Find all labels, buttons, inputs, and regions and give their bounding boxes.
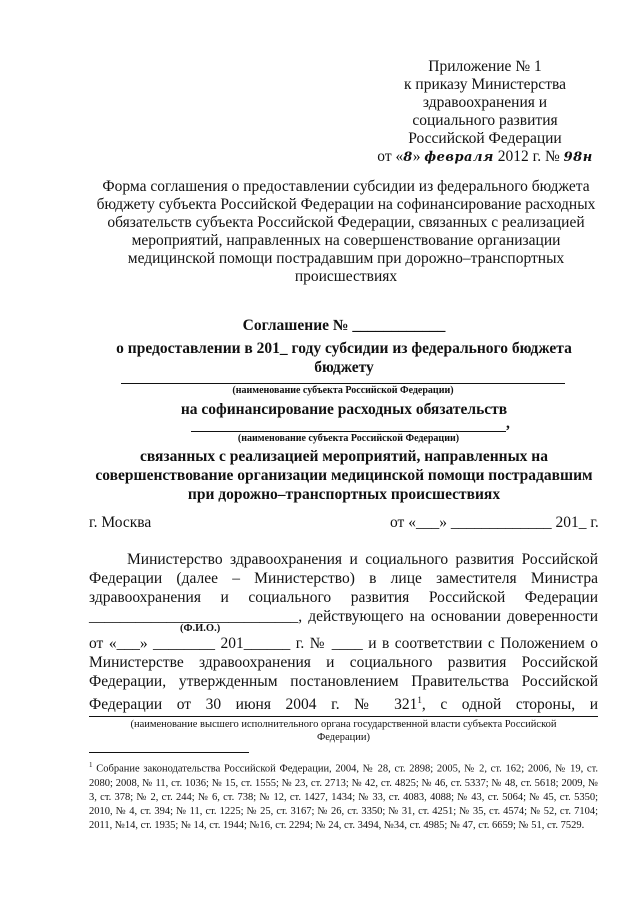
purpose-line: связанных с реализацией мероприятий, направленных на (140, 448, 548, 465)
form-title-line: происшествиях (294, 268, 398, 285)
form-title-line: бюджету субъекта Российской Федерации на софинансирование расходных (96, 196, 596, 213)
comma: , (506, 415, 510, 432)
appendix-line: Приложение № 1 (428, 58, 542, 75)
agreement-subtitle: о предоставлении в 201_ году субсидии из федерального бюджета (116, 340, 572, 357)
date-prefix: от « (377, 148, 404, 165)
agreement-subtitle: бюджету (314, 359, 374, 376)
footnote-text: Собрание законодательства Российской Федерации, 2004, № 28, ст. 2898; 2005, № 2, ст. 162; 2006, № 19, ст. 2080; 2008, № 11, ст. 1036; № 15, ст. 1555; № 23, ст. 2713; № 42, ст. 4825; № 46, ст. 5337; № 48, ст. 5618; 2009, № 3, ст. 378; № 2, ст. 244; № 6, ст. 738; № 12, ст. 1427, 1434; № 33, ст. 4083, 4088; № 43, ст. 5064; № 45, ст. 5350; 2010, № 4, ст. 394; № 11, ст. 1225; № 25, ст. 3167; № 26, ст. 3350; № 31, ст. 4251; № 35, ст. 4574; № 52, ст. 7104; 2011, №14, ст. 1935; № 14, ст. 1944; №16, ст. 2294; № 24, ст. 3494, №34, ст. 4985; № 47, ст. 6659; № 51, ст. 7529. (89, 763, 598, 831)
body-line: от «___» ________ 201______ г. № ____ и в соответствии с Положением о (89, 635, 598, 652)
footnote-ref: 1 (417, 695, 422, 705)
executive-body-line (89, 716, 598, 717)
subject-caption-2: (наименование субъекта Российской Федерации) (237, 433, 460, 444)
body-line: ___________________________, действующего на основании доверенности (89, 608, 598, 625)
form-title (86, 178, 606, 286)
form-title-line: обязательств субъекта Российской Федерации, связанных с реализацией (107, 214, 585, 231)
cofinancing-line: на софинансирование расходных обязательств (180, 401, 508, 418)
handwritten-number: 98н (563, 150, 593, 165)
appendix-line: здравоохранения и (422, 94, 548, 111)
subject-caption: (наименование субъекта Российской Федерации) (232, 385, 454, 396)
executive-body-caption (89, 718, 598, 744)
body-text-span: , с одной стороны, и (421, 696, 598, 714)
handwritten-day: 8 (403, 150, 413, 165)
agreement-title: Соглашение № ____________ (242, 317, 446, 334)
place-of-signing: г. Москва (89, 514, 152, 531)
appendix-line: Российской Федерации (408, 130, 562, 147)
date-mid: » (412, 148, 425, 165)
body-line: Министерство здравоохранения и социального развития Российской (127, 551, 598, 568)
form-title-line: Форма соглашения о предоставлении субсидии из федерального бюджета (102, 178, 590, 195)
body-line: Министерстве здравоохранения и социального развития Российской (89, 654, 598, 671)
footnote-separator (89, 752, 249, 753)
form-title-line: мероприятий, направленных на совершенствование организации (131, 232, 561, 249)
body-line (89, 691, 598, 714)
agreement-heading (90, 316, 598, 377)
body-line: Федерации, утвержденным постановлением Правительства Российской (89, 673, 598, 690)
footnote-mark: 1 (89, 761, 93, 769)
handwritten-month: февраля (424, 150, 494, 165)
appendix-header (370, 58, 600, 167)
appendix-date (370, 148, 600, 167)
caption-line: Федерации) (316, 732, 371, 743)
footnote (89, 758, 598, 833)
body-text-span: Федерации от 30 июня 2004 г. № 321 (89, 696, 418, 714)
body-line: Федерации (далее – Министерство) в лице заместителя Министра (89, 570, 598, 587)
agreement-date: от «___» _____________ 201_ г. (390, 514, 599, 531)
body-line: здравоохранения и социального развития Российской Федерации (89, 589, 598, 606)
subject-name-line (121, 383, 565, 384)
purpose-line: совершенствование организации медицинской помощи пострадавшим (95, 467, 593, 484)
appendix-line: к приказу Министерства (404, 76, 566, 93)
subject-name-line-2 (191, 431, 506, 432)
caption-line: (наименование высшего исполнительного органа государственной власти субъекта Российской (130, 719, 557, 730)
date-year: 2012 г. № (493, 148, 564, 165)
fio-caption: (Ф.И.О.) (180, 623, 221, 634)
purpose-line: при дорожно–транспортных происшествиях (187, 486, 501, 503)
appendix-line: социального развития (412, 112, 558, 129)
form-title-line: медицинской помощи пострадавшим при дорожно–транспортных (127, 250, 565, 267)
